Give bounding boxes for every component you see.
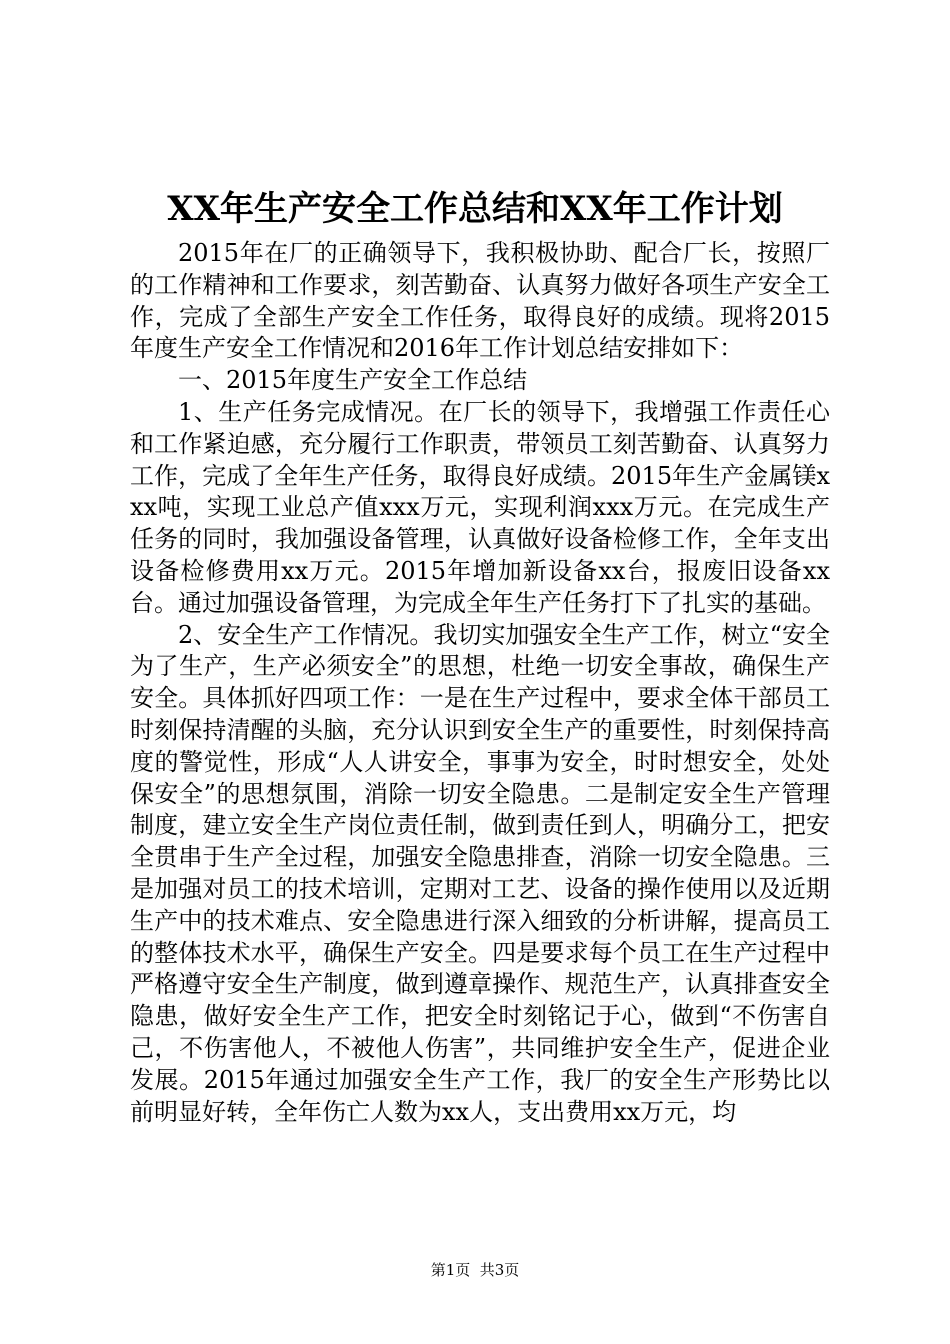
page-number: 第1页 共3页 — [430, 1261, 520, 1279]
document-body — [130, 238, 830, 1128]
section-heading: 一、2015年度生产安全工作总结 — [178, 366, 528, 395]
safety-work-paragraph: 2、安全生产工作情况。我切实加强安全生产工作，树立“安全为了生产，生产必须安全”的思想，杜绝一切安全事故，确保生产安全。具体抓好四项工作：一是在生产过程中，要求全体干部员工时刻保持清醒的头脑，充分认识到安全生产的重要性，时刻保持高度的警觉性，形成“人人讲安全，事事为安全，时时想安全，处处保安全”的思想氛围，消除一切安全隐患。二是制定安全生产管理制度，建立安全生产岗位责任制，做到责任到人，明确分工，把安全贯串于生产全过程，加强安全隐患排查，消除一切安全隐患。三是加强对员工的技术培训，定期对工艺、设备的操作使用以及近期生产中的技术难点、安全隐患进行深入细致的分析讲解，提高员工的整体技术水平，确保生产安全。四是要求每个员工在生产过程中严格遵守安全生产制度，做到遵章操作、规范生产，认真排查安全隐患，做好安全生产工作，把安全时刻铭记于心，做到“不伤害自己，不伤害他人，不被他人伤害”，共同维护安全生产，促进企业发展。2015年通过加强安全生产工作，我厂的安全生产形势比以前明显好转，全年伤亡人数为xx人，支出费用xx万元，均 — [130, 620, 830, 1126]
intro-paragraph: 2015年在厂的正确领导下，我积极协助、配合厂长，按照厂的工作精神和工作要求，刻苦勤奋、认真努力做好各项生产安全工作，完成了全部生产安全工作任务，取得良好的成绩。现将2015年度生产安全工作情况和2016年工作计划总结安排如下： — [130, 239, 830, 363]
document-title: XX年生产安全工作总结和XX年工作计划 — [167, 189, 783, 229]
production-tasks-paragraph: 1、生产任务完成情况。在厂长的领导下，我增强工作责任心和工作紧迫感，充分履行工作职责，带领员工刻苦勤奋、认真努力工作，完成了全年生产任务，取得良好成绩。2015年生产金属镁xxx吨，实现工业总产值xxx万元，实现利润xxx万元。在完成生产任务的同时，我加强设备管理，认真做好设备检修工作，全年支出设备检修费用xx万元。2015年增加新设备xx台，报废旧设备xx台。通过加强设备管理，为完成全年生产任务打下了扎实的基础。 — [130, 397, 830, 617]
